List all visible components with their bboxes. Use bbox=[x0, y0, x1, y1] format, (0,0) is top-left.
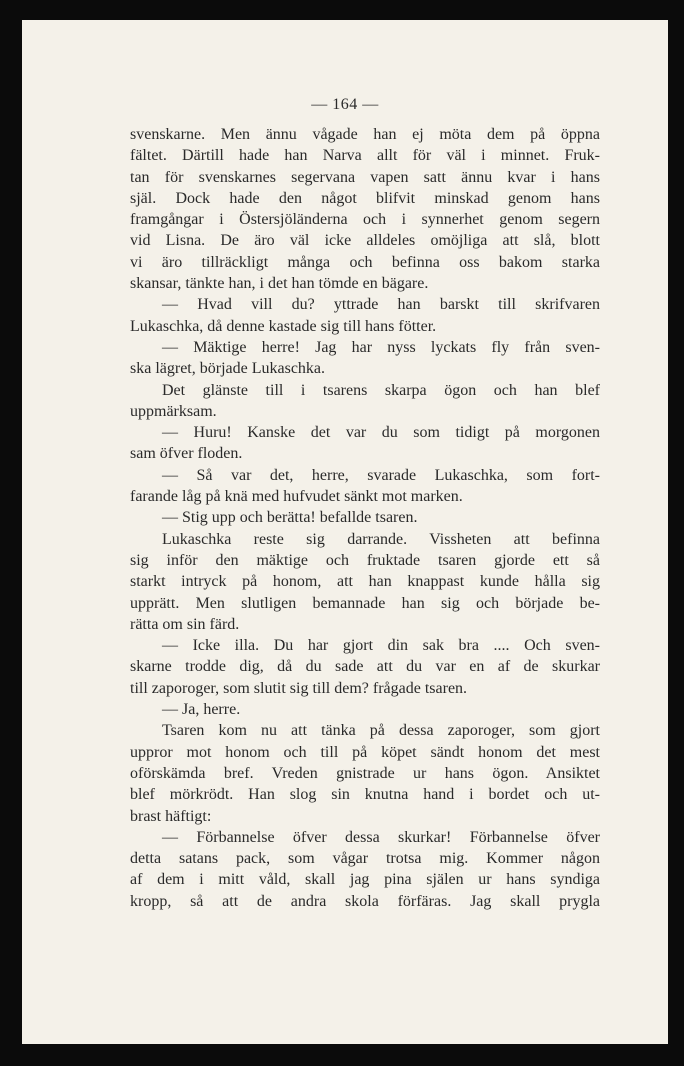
text-line: — Icke illa. Du har gjort din sak bra .... Och sven- bbox=[162, 637, 600, 655]
text-line: skansar, tänkte han, i det han tömde en bägare. bbox=[130, 275, 429, 293]
text-line: — Huru! Kanske det var du som tidigt på morgonen bbox=[162, 424, 600, 442]
text-line: — Mäktige herre! Jag har nyss lyckats fly från sven- bbox=[162, 338, 600, 356]
book-page bbox=[22, 20, 668, 1044]
text-line: upprätt. Men slutligen bemannade han sig och började be- bbox=[130, 594, 600, 612]
text-line: svenskarne. Men ännu vågade han ej möta dem på öppna bbox=[130, 126, 600, 143]
text-line: själ. Dock hade den något blifvit minskad genom hans bbox=[130, 189, 600, 207]
text-line: Tsaren kom nu att tänka på dessa zaporoger, som gjort bbox=[162, 722, 600, 740]
text-line: — Så var det, herre, svarade Lukaschka, som fort- bbox=[162, 466, 600, 484]
text-line: blef mörkrödt. Han slog sin knutna hand i bordet och ut- bbox=[130, 786, 600, 804]
text-line: af dem i mitt våld, skall jag pina själen ur hans syndiga bbox=[130, 871, 600, 889]
text-line: Lukaschka reste sig darrande. Vissheten att befinna bbox=[162, 530, 600, 548]
text-line: — Ja, herre. bbox=[162, 701, 241, 719]
text-line: detta satans pack, som vågar trotsa mig. Kommer någon bbox=[130, 850, 600, 868]
text-line: — Stig upp och berätta! befallde tsaren. bbox=[162, 509, 418, 527]
text-line: skarne trodde dig, då du sade att du var en af de skurkar bbox=[130, 658, 600, 676]
text-line: — Hvad vill du? yttrade han barskt till skrifvaren bbox=[162, 296, 600, 314]
text-line: starkt intryck på honom, att han knappast kunde hålla sig bbox=[130, 573, 600, 591]
text-line: vi äro tillräckligt många och befinna oss bakom starka bbox=[130, 253, 600, 271]
text-line: fältet. Därtill hade han Narva allt för väl i minnet. Fruk- bbox=[130, 147, 600, 165]
text-line: oförskämda bref. Vreden gnistrade ur hans ögon. Ansiktet bbox=[130, 764, 600, 782]
text-line: kropp, så att de andra skola förfäras. Jag skall prygla bbox=[130, 892, 600, 910]
body-text bbox=[130, 124, 600, 912]
text-line: vid Lisna. De äro väl icke alldeles omöjliga att slå, blott bbox=[130, 232, 600, 250]
text-line: Lukaschka, då denne kastade sig till hans fötter. bbox=[130, 317, 437, 335]
text-line: brast häftigt: bbox=[130, 807, 212, 825]
text-line: ska lägret, började Lukaschka. bbox=[130, 360, 326, 378]
text-line: till zaporoger, som slutit sig till dem? frågade tsaren. bbox=[130, 679, 468, 697]
text-line: uppror mot honom och till på köpet sändt honom det mest bbox=[130, 743, 600, 761]
text-line: rätta om sin färd. bbox=[130, 615, 240, 633]
text-line: uppmärksam. bbox=[130, 402, 217, 420]
text-line: sam öfver floden. bbox=[130, 445, 243, 463]
text-line: Det glänste till i tsarens skarpa ögon och han blef bbox=[162, 381, 600, 399]
text-line: tan för svenskarnes segervana vapen satt ännu kvar i hans bbox=[130, 168, 600, 186]
text-line: — Förbannelse öfver dessa skurkar! Förbannelse öfver bbox=[162, 828, 600, 846]
page-number: — 164 — bbox=[311, 96, 379, 113]
text-line: farande låg på knä med hufvudet sänkt mot marken. bbox=[130, 488, 463, 506]
text-line: sig inför den mäktige och fruktade tsaren gjorde ett så bbox=[130, 551, 600, 569]
text-line: framgångar i Östersjöländerna och i synnerhet genom segern bbox=[130, 211, 600, 229]
